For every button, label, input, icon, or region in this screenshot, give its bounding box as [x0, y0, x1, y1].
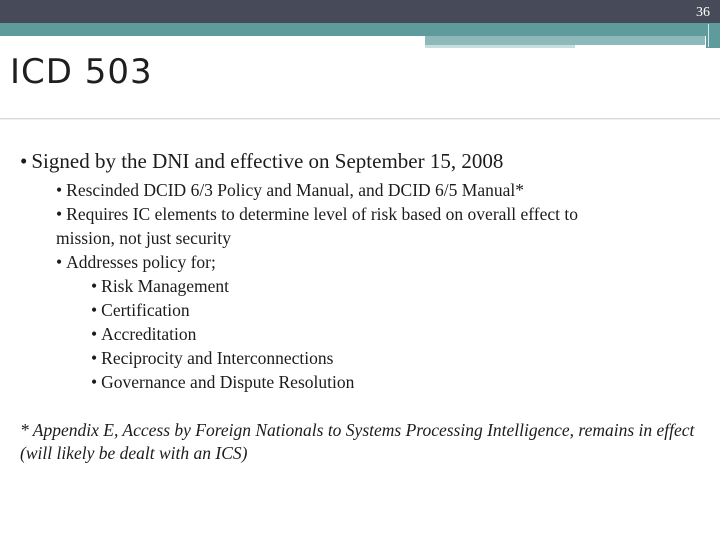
bullet-text: Rescinded DCID 6/3 Policy and Manual, and DCID 6/5 Manual*: [66, 180, 524, 200]
bullet-text: Reciprocity and Interconnections: [101, 348, 334, 368]
bullet-level2: [56, 180, 524, 201]
bullet-text: Governance and Dispute Resolution: [101, 372, 355, 392]
header-bar-accent: [425, 36, 705, 45]
bullet-text: Signed by the DNI and effective on September 15, 2008: [31, 149, 504, 173]
bullet-level3: [91, 348, 333, 369]
bullet-text: Accreditation: [101, 324, 197, 344]
bullet-icon: •: [91, 276, 98, 296]
bullet-text: Requires IC elements to determine level of risk based on overall effect to: [66, 204, 579, 224]
header-bar-teal: [0, 23, 720, 36]
bullet-icon: •: [56, 180, 63, 200]
bullet-icon: •: [91, 372, 98, 392]
bullet-level2: [56, 204, 578, 225]
title-divider-shadow: [0, 119, 720, 120]
header-accent-line: [425, 45, 575, 48]
bullet-icon: •: [91, 348, 98, 368]
page-number: 36: [696, 5, 710, 20]
bullet-level3: [91, 372, 354, 393]
bullet-text: Risk Management: [101, 276, 229, 296]
bullet-icon: •: [56, 252, 63, 272]
header-bar-dark: [0, 0, 720, 23]
bullet-level3: [91, 324, 196, 345]
bullet-text: Certification: [101, 300, 190, 320]
bullet-text: mission, not just security: [56, 228, 231, 248]
bullet-level3: [91, 276, 229, 297]
bullet-level3: [91, 300, 190, 321]
slide-title: ICD 503: [10, 52, 153, 92]
bullet-icon: •: [20, 149, 28, 173]
header-corner-stripe: [708, 24, 709, 47]
footnote: * Appendix E, Access by Foreign Nationals to Systems Processing Intelligence, remains in effect (will likely be dealt with an ICS): [20, 420, 695, 463]
bullet-icon: •: [91, 300, 98, 320]
bullet-continuation: [56, 228, 231, 249]
bullet-icon: •: [91, 324, 98, 344]
bullet-level1: [20, 149, 503, 174]
bullet-level2: [56, 252, 216, 273]
bullet-text: Addresses policy for;: [66, 252, 216, 272]
bullet-icon: •: [56, 204, 63, 224]
